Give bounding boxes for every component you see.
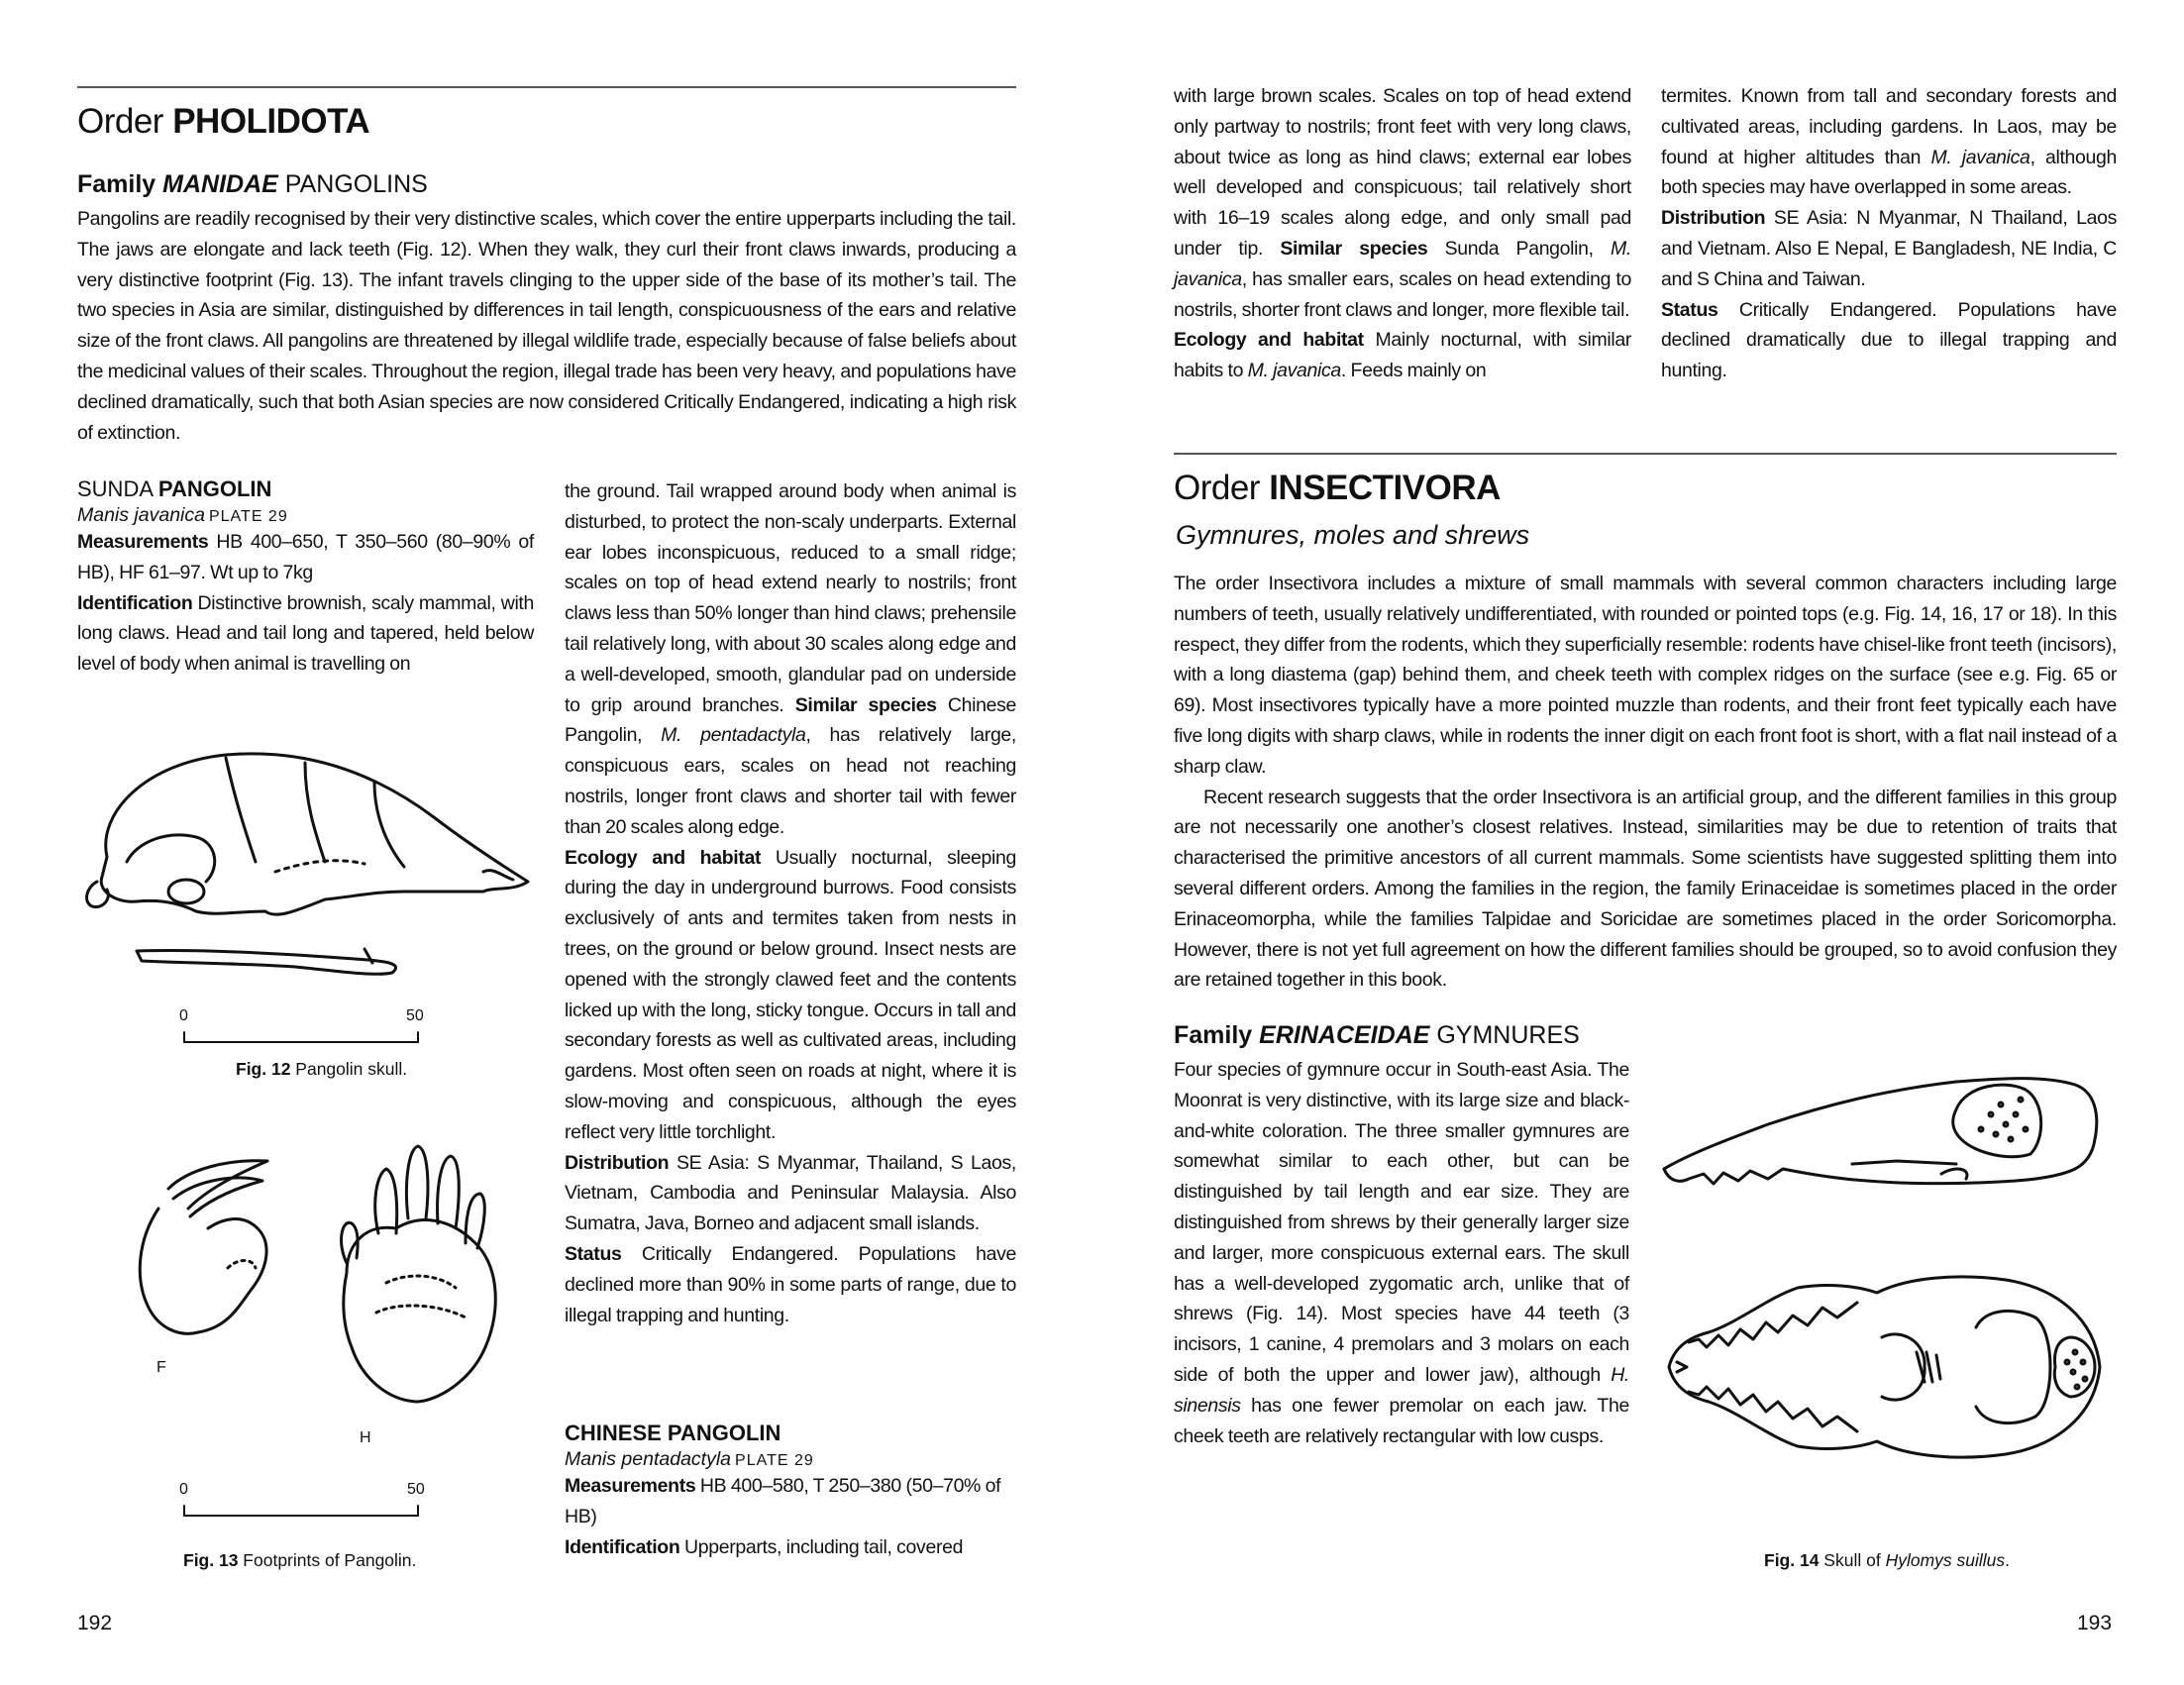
order-title-pholidota: Order PHOLIDOTA: [77, 102, 370, 141]
measurements: Measurements HB 400–580, T 250–380 (50–70% of HB): [565, 1475, 1001, 1527]
fig12-scale-max: 50: [406, 1007, 424, 1024]
pangolin-hind-footprint-drawing: [327, 1134, 505, 1412]
ecology-habitat: Ecology and habitat Mainly nocturnal, with similar habits to M. javanica. Feeds mainly on: [1174, 329, 1631, 382]
chinese-pangolin-continued: with large brown scales. Scales on top of head extend only partway to nostrils; front feet with very long claws, about twice as long as hind claws; external ear lobes well developed and conspicuous; tail relatively short with 16–19 scales along edge, and only small pad under tip. Similar species Sunda Pangolin, M. javanica, has smaller ears, scales on head extending to nostrils, shorter front claws and longer, more flexible tail. Ecology and habitat Mainly nocturnal, with similar habits to M. javanica. Feeds mainly on: [1174, 81, 1631, 386]
gymnure-skull-top-drawing: [1659, 1268, 2105, 1466]
fig13-scale-bar: [182, 1504, 420, 1518]
sunda-pangolin-entry: [77, 476, 534, 680]
identification: Identification Upperparts, including tail, covered: [565, 1535, 964, 1558]
fig13-caption: Fig. 13 Footprints of Pangolin.: [183, 1550, 417, 1570]
family-title-erinaceidae: Family ERINACEIDAE GYMNURES: [1174, 1021, 1580, 1049]
gymnure-skull-side-drawing: [1659, 1070, 2105, 1194]
hind-foot-label: H: [360, 1429, 371, 1446]
plate-ref: PLATE 29: [735, 1452, 814, 1469]
header-rule-left: [77, 86, 1016, 88]
family-title-manidae: Family MANIDAE PANGOLINS: [77, 170, 428, 198]
fig12-caption: Fig. 12 Pangolin skull.: [236, 1059, 408, 1079]
family-name: ERINACEIDAE: [1259, 1021, 1430, 1049]
order-name: PHOLIDOTA: [172, 102, 370, 141]
front-foot-label: F: [156, 1359, 166, 1376]
plate-ref: PLATE 29: [208, 508, 288, 525]
order-subtitle: Gymnures, moles and shrews: [1176, 520, 1530, 550]
page-number-right: 193: [2077, 1612, 2113, 1634]
species-title: CHINESE PANGOLIN: [565, 1421, 781, 1445]
pangolin-skull-drawing: [77, 743, 533, 991]
insectivora-intro: The order Insectivora includes a mixture of small mammals with several common characters including large numbers of teeth, usually relatively undifferentiated, with rounded or pointed tops (e.g. Fig. 14, 16, 17 or 18). In this respect, they differ from the rodents, which they superficially resemble: rodents have chisel-like front teeth (incisors), with a long diastema (gap) behind them, and cheek teeth with complex ridges on the surface (see e.g. Fig. 65 or 69). Most insectivores typically have a more pointed muzzle than rodents, and their front feet typically each have five long digits with sharp claws, while in rodents the inner digit on each front foot is short, with a flat nail instead of a sharp claw. Recent research suggests that the order Insectivora is an artificial group, and the different families in this group are not necessarily one another’s closest relatives. Instead, similarities may be due to retention of traits that characterised the primitive ancestors of all current mammals. Some scientists have suggested splitting them into several different orders. Among the families in the region, the family Erinaceidae is sometimes placed in the order Erinaceomorpha, while the families Talpidae and Soricidae are sometimes placed in the order Soricomorpha. However, there is not yet full agreement on how the different families should be grouped, so to avoid confusion they are retained together in this book.: [1174, 573, 2117, 992]
ecology-habitat: Ecology and habitat Usually nocturnal, sleeping during the day in underground burrows. Food consists exclusively of ants and termites taken from nests in trees, on the ground or below ground. Insect nests are opened with the strongly clawed feet and the contents licked up with the long, sticky tongue. Occurs in tall and secondary forests as well as cultivated areas, including gardens. Most often seen on roads at night, where it is slow-moving and conspicuous, although the eyes reflect very little torchlight.: [565, 846, 1016, 1143]
family-common-name: PANGOLINS: [277, 170, 428, 198]
chinese-pangolin-continued-2: termites. Known from tall and secondary forests and cultivated areas, including gardens. In Laos, may be found at higher altitudes than M. javanica, although both species may have overlapped in some areas. Distribution SE Asia: N Myanmar, N Thailand, Laos and Vietnam. Also E Nepal, E Bangladesh, NE India, C and S China and Taiwan. Status Critically Endangered. Populations have declined dramatically due to illegal trapping and hunting.: [1661, 81, 2117, 386]
family-name: MANIDAE: [162, 170, 278, 198]
measurements: Measurements HB 400–650, T 350–560 (80–90% of HB), HF 61–97. Wt up to 7kg: [77, 531, 534, 583]
sunda-pangolin-continued: the ground. Tail wrapped around body when animal is disturbed, to protect the non-scaly underparts. External ear lobes inconspicuous, reduced to a small ridge; scales on top of head extend nearly to nostrils; front claws less than 50% longer than hind claws; prehensile tail relatively long, with about 30 scales along edge and a well-developed, smooth, glandular pad on underside to grip around branches. Similar species Chinese Pangolin, M. pentadactyla, has relatively large, conspicuous ears, scales on head not reaching nostrils, longer front claws and shorter tail with fewer than 20 scales along edge. Ecology and habitat Usually nocturnal, sleeping during the day in underground burrows. Food consists exclusively of ants and termites taken from nests in trees, on the ground or below ground. Insect nests are opened with the strongly clawed feet and the contents licked up with the long, sticky tongue. Occurs in tall and secondary forests as well as cultivated areas, including gardens. Most often seen on roads at night, where it is slow-moving and conspicuous, although the eyes reflect very little torchlight. Distribution SE Asia: S Myanmar, Thailand, S Laos, Vietnam, Cambodia and Peninsular Malaysia. Also Sumatra, Java, Borneo and adjacent small islands. Status Critically Endangered. Populations have declined more than 90% in some parts of range, due to illegal trapping and hunting.: [565, 476, 1016, 1330]
order-name: INSECTIVORA: [1269, 469, 1501, 507]
scientific-name: Manis javanica PLATE 29: [77, 504, 288, 526]
scientific-name: Manis pentadactyla PLATE 29: [565, 1448, 814, 1470]
fig12-scale-min: 0: [179, 1007, 188, 1024]
status: Status Critically Endangered. Populations have declined dramatically due to illegal trapping and hunting.: [1661, 298, 2117, 382]
chinese-pangolin-entry: [565, 1421, 1016, 1562]
header-rule-right: [1174, 453, 2117, 455]
distribution: Distribution SE Asia: N Myanmar, N Thailand, Laos and Vietnam. Also E Nepal, E Bangladesh, NE India, C and S China and Taiwan.: [1661, 207, 2117, 290]
fig13-scale-min: 0: [179, 1481, 188, 1498]
fig14-caption: Fig. 14 Skull of Hylomys suillus.: [1764, 1550, 2011, 1570]
page-number-left: 192: [77, 1612, 113, 1634]
fig12-scale-bar: [182, 1030, 420, 1044]
pholidota-intro: Pangolins are readily recognised by their very distinctive scales, which cover the entire upperparts including the tail. The jaws are elongate and lack teeth (Fig. 12). When they walk, they curl their front claws inwards, producing a very distinctive footprint (Fig. 13). The infant travels clinging to the upper side of the base of its mother’s tail. The two species in Asia are similar, distinguished by differences in tail length, conspicuousness of the ears and relative size of the front claws. All pangolins are threatened by illegal wildlife trade, especially because of false beliefs about the medicinal values of their scales. Throughout the region, illegal trade has been very heavy, and populations have declined dramatically, such that both Asian species are now considered Critically Endangered, indicating a high risk of extinction.: [77, 208, 1016, 444]
fig13-scale-max: 50: [407, 1481, 425, 1498]
pangolin-front-footprint-drawing: [129, 1149, 307, 1347]
species-title: SUNDA PANGOLIN: [77, 476, 272, 501]
order-title-insectivora: Order INSECTIVORA: [1174, 469, 1501, 507]
distribution: Distribution SE Asia: S Myanmar, Thailand, S Laos, Vietnam, Cambodia and Peninsular Malaysia. Also Sumatra, Java, Borneo and adjacent small islands.: [565, 1151, 1016, 1235]
status: Status Critically Endangered. Populations have declined more than 90% in some parts of range, due to illegal trapping and hunting.: [565, 1242, 1016, 1326]
gymnure-text: Four species of gymnure occur in South-east Asia. The Moonrat is very distinctive, with its large size and black-and-white coloration. The three smaller gymnures are somewhat similar to each other, but can be distinguished by tail length and ear size. They are distinguished from shrews by their generally larger size and larger, more conspicuous external ears. The skull has a well-developed zygomatic arch, unlike that of shrews (Fig. 14). Most species have 44 teeth (3 incisors, 1 canine, 4 premolars and 3 molars on each side of both the upper and lower jaw), although H. sinensis has one fewer premolar on each jaw. The cheek teeth are relatively rectangular with low cusps.: [1174, 1059, 1629, 1447]
identification: Identification Distinctive brownish, scaly mammal, with long claws. Head and tail long and tapered, held below level of body when animal is travelling on: [77, 591, 534, 676]
family-common-name: GYMNURES: [1429, 1021, 1580, 1049]
